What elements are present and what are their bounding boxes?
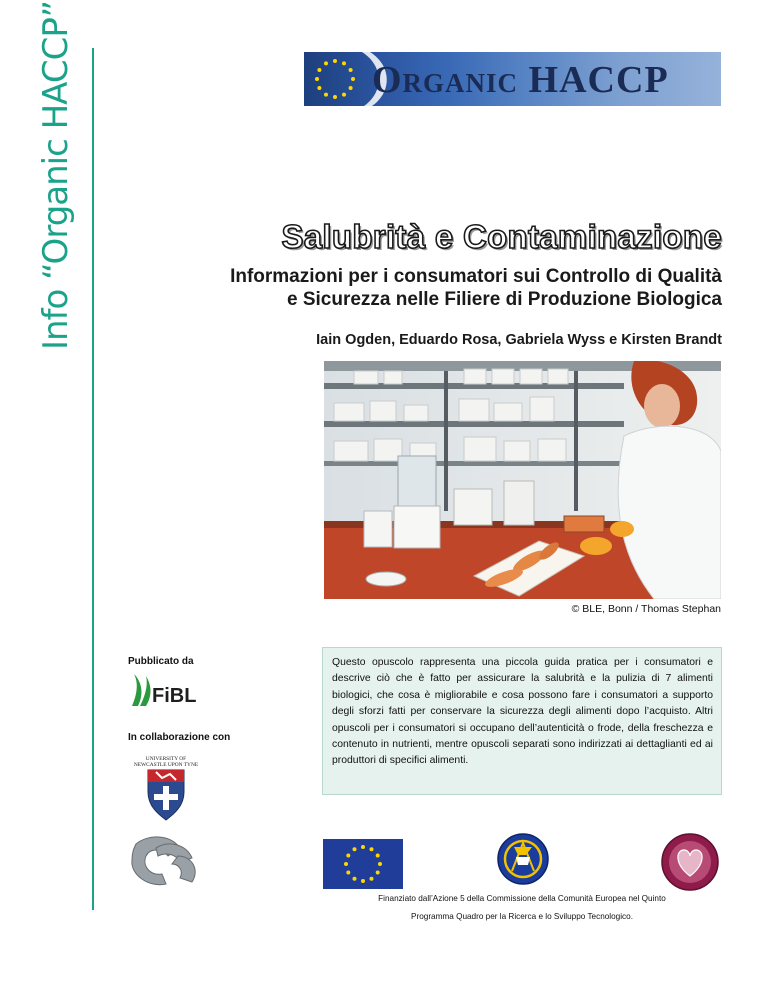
banner-text: Organic HACCP (372, 59, 669, 101)
collaboration-label: In collaborazione con (128, 732, 231, 743)
fibl-text: FiBL (152, 685, 197, 707)
fibl-logo (128, 672, 198, 710)
funding-note (322, 890, 722, 926)
lab-photo (324, 361, 721, 599)
eu-flag-icon (323, 839, 403, 889)
subtitle (100, 265, 722, 311)
newcastle-university-logo (126, 754, 206, 822)
subtitle-line-1: Informazioni per i consumatori sui Controllo di Qualità (230, 266, 722, 287)
funding-line-2: Programma Quadro per la Ricerca e lo Sviluppo Tecnologico. (411, 912, 633, 921)
fifth-framework-logo (496, 831, 550, 887)
eu-stars-icon (312, 56, 358, 102)
authors: Iain Ogden, Eduardo Rosa, Gabriela Wyss e Kirsten Brandt (316, 332, 722, 348)
published-by-label: Pubblicato da (128, 656, 194, 667)
intro-text-box: Questo opuscolo rappresenta una piccola guida pratica per i consumatori e descrive ciò che è fatto per assicurare la salubrità e la pulizia di 7 alimenti biologici, che cosa è migliorabile e cosa possono fare i consumatori a supporto degli sforzi fatti per conservare la sicurezza degli alimenti dopo l’acquisto. Altri opuscoli per i consumatori si occupano dell’autenticità o frode, della freschezza e contenuto in nutrienti, mentre opuscoli separati sono indirizzati ai dettaglianti ed ai produttori di specifici alimenti. (322, 647, 722, 795)
photo-credit: © BLE, Bonn / Thomas Stephan (571, 603, 721, 615)
organic-haccp-banner (304, 52, 721, 106)
vertical-series-title: Info “Organic HACCP” (36, 0, 76, 350)
newcastle-line-1: UNIVERSITY OF (145, 756, 187, 762)
newcastle-line-2: NEWCASTLE UPON TYNE (133, 762, 199, 768)
page-title: Salubrità e Contaminazione (281, 218, 722, 255)
quality-heart-logo (660, 832, 720, 892)
vertical-rule (92, 48, 94, 910)
funding-line-1: Finanziato dall’Azione 5 della Commissione della Comunità Europea nel Quinto (378, 894, 666, 903)
cnr-logo (128, 834, 202, 886)
subtitle-line-2: e Sicurezza nelle Filiere di Produzione Biologica (287, 289, 722, 310)
